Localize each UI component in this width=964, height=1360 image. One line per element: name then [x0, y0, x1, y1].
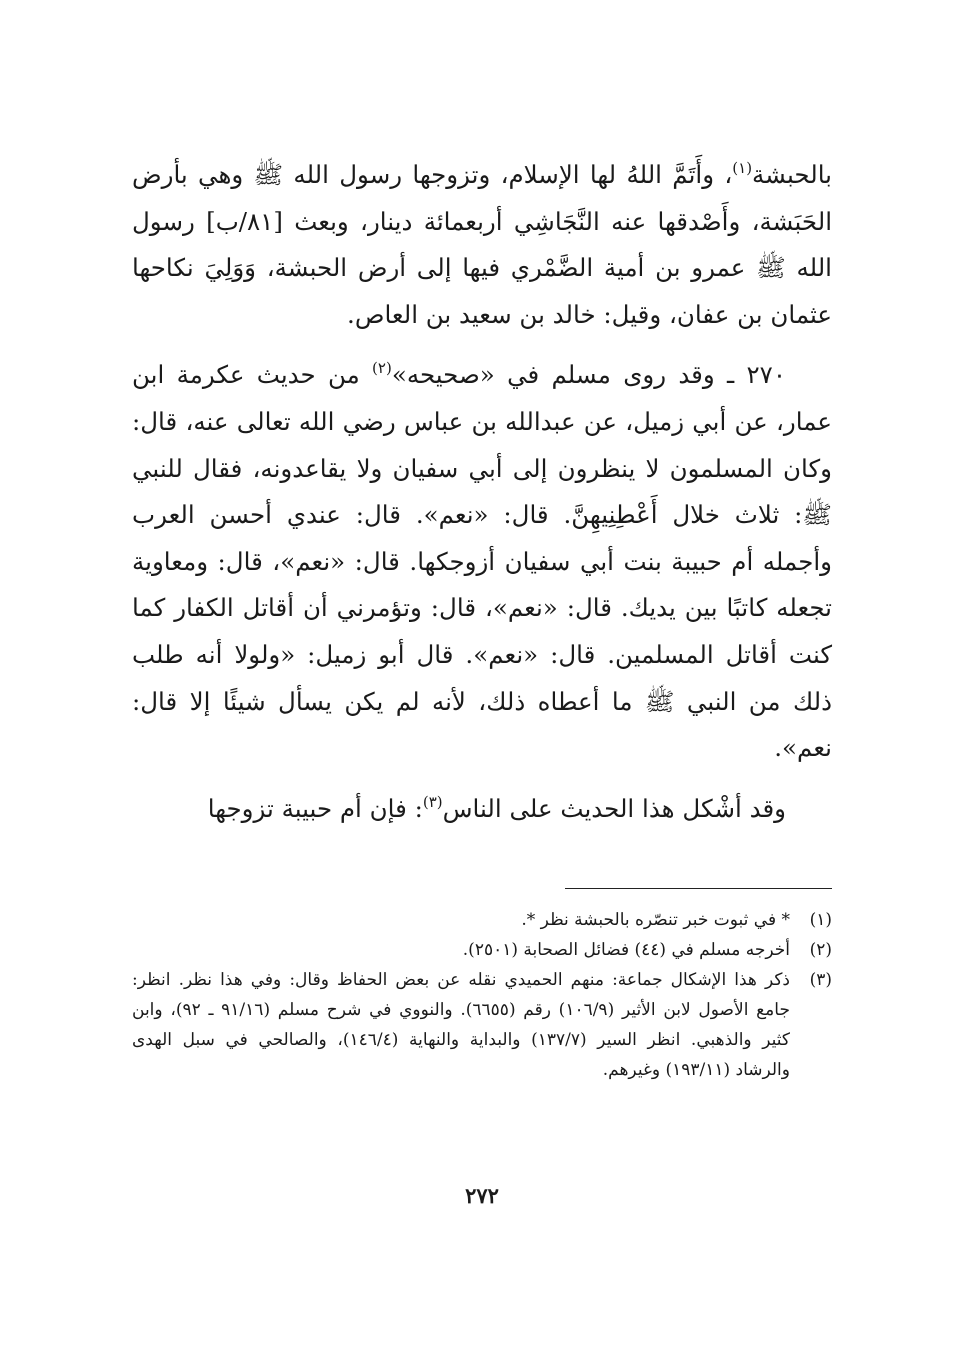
footnote-text: أخرجه مسلم في (٤٤) فضائل الصحابة (٢٥٠١). [462, 940, 790, 960]
footnote-number: (٣) [809, 970, 832, 990]
paragraph-3-rest: : فإن أم حبيبة تزوجها [207, 793, 423, 823]
footnote-number: (١) [809, 910, 832, 930]
paragraph-3 [132, 786, 832, 833]
footnote-separator [565, 888, 832, 889]
paragraph-2 [132, 352, 832, 771]
footnote-2 [132, 935, 832, 965]
footnotes [132, 905, 832, 1085]
paragraph-1-start: بالحبشة [752, 160, 832, 189]
paragraph-2-rest: من حديث عكرمة ابن عمار، عن أبي زميل، عن عبدالله بن عباس رضي الله تعالى عنه، قال: وكان المسلمون لا ينظرون إلى أبي سفيان ولا يقاعدونه، فقال للنبي ﷺ: ثلاث خلال أَعْطِنِيهِنَّ. قال: «نعم». قال: عندي أحسن العرب وأجمله أم حبيبة بنت أبي سفيان أزوجكها. قال: «نعم»، قال: ومعاوية تجعله كاتبًا بين يديك. قال: «نعم»، قال: وتؤمرني أن أقاتل الكفار كما كنت أقاتل المسلمين. قال: «نعم». قال أبو زميل: «ولولا أنه طلب ذلك من النبي ﷺ ما أعطاه ذلك، لأنه لم يكن يسأل شيئًا إلا قال: نعم». [132, 360, 832, 763]
footnote-1 [132, 905, 832, 935]
paragraph-3-start: وقد أشْكل هذا الحديث على الناس [442, 793, 786, 823]
paragraph-1 [132, 152, 832, 338]
footnote-text: ذكر هذا الإشكال جماعة: منهم الحميدي نقله عن بعض الحفاظ وقال: وفي هذا نظر. انظر: جامع الأصول لابن الأثير (١٠٦/٩) رقم (٦٦٥٥). والنووي في شرح مسلم (٩١/١٦ ـ ٩٢)، وابن كثير والذهبي. انظر السير (١٣٧/٧) والبداية والنهاية (١٤٦/٤)، والصالحي في سبل الهدى والرشاد (١٩٣/١١) وغيرهم. [132, 970, 790, 1080]
footnote-ref-1[interactable]: (١) [732, 159, 753, 177]
footnote-text: * في ثبوت خبر تنصّره بالحبشة نظر *. [521, 910, 790, 930]
paragraph-1-rest: ، وأَتَمَّ اللهُ لها الإسلام، وتزوجها رسول الله ﷺ وهي بأرض الحَبَشة، وأَصْدقها عنه النَّجَاشِي أربعمائة دينار، وبعث [٨١/ب] رسول الله ﷺ عمرو بن أمية الضَّمْري فيها إلى أرض الحبشة، وَوَلِيَ نكاحها عثمان بن عفان، وقيل: خالد بن سعيد بن العاص. [132, 160, 832, 329]
paragraph-2-start: ٢٧٠ ـ وقد روى مسلم في «صحيحه» [391, 360, 786, 390]
footnote-number: (٢) [809, 940, 832, 960]
page-number: ٢٧٢ [465, 1183, 499, 1208]
footnote-ref-3[interactable]: (٣) [422, 792, 443, 811]
footnote-3 [132, 965, 832, 1085]
main-text [132, 152, 832, 832]
footnote-ref-2[interactable]: (٢) [372, 359, 392, 378]
